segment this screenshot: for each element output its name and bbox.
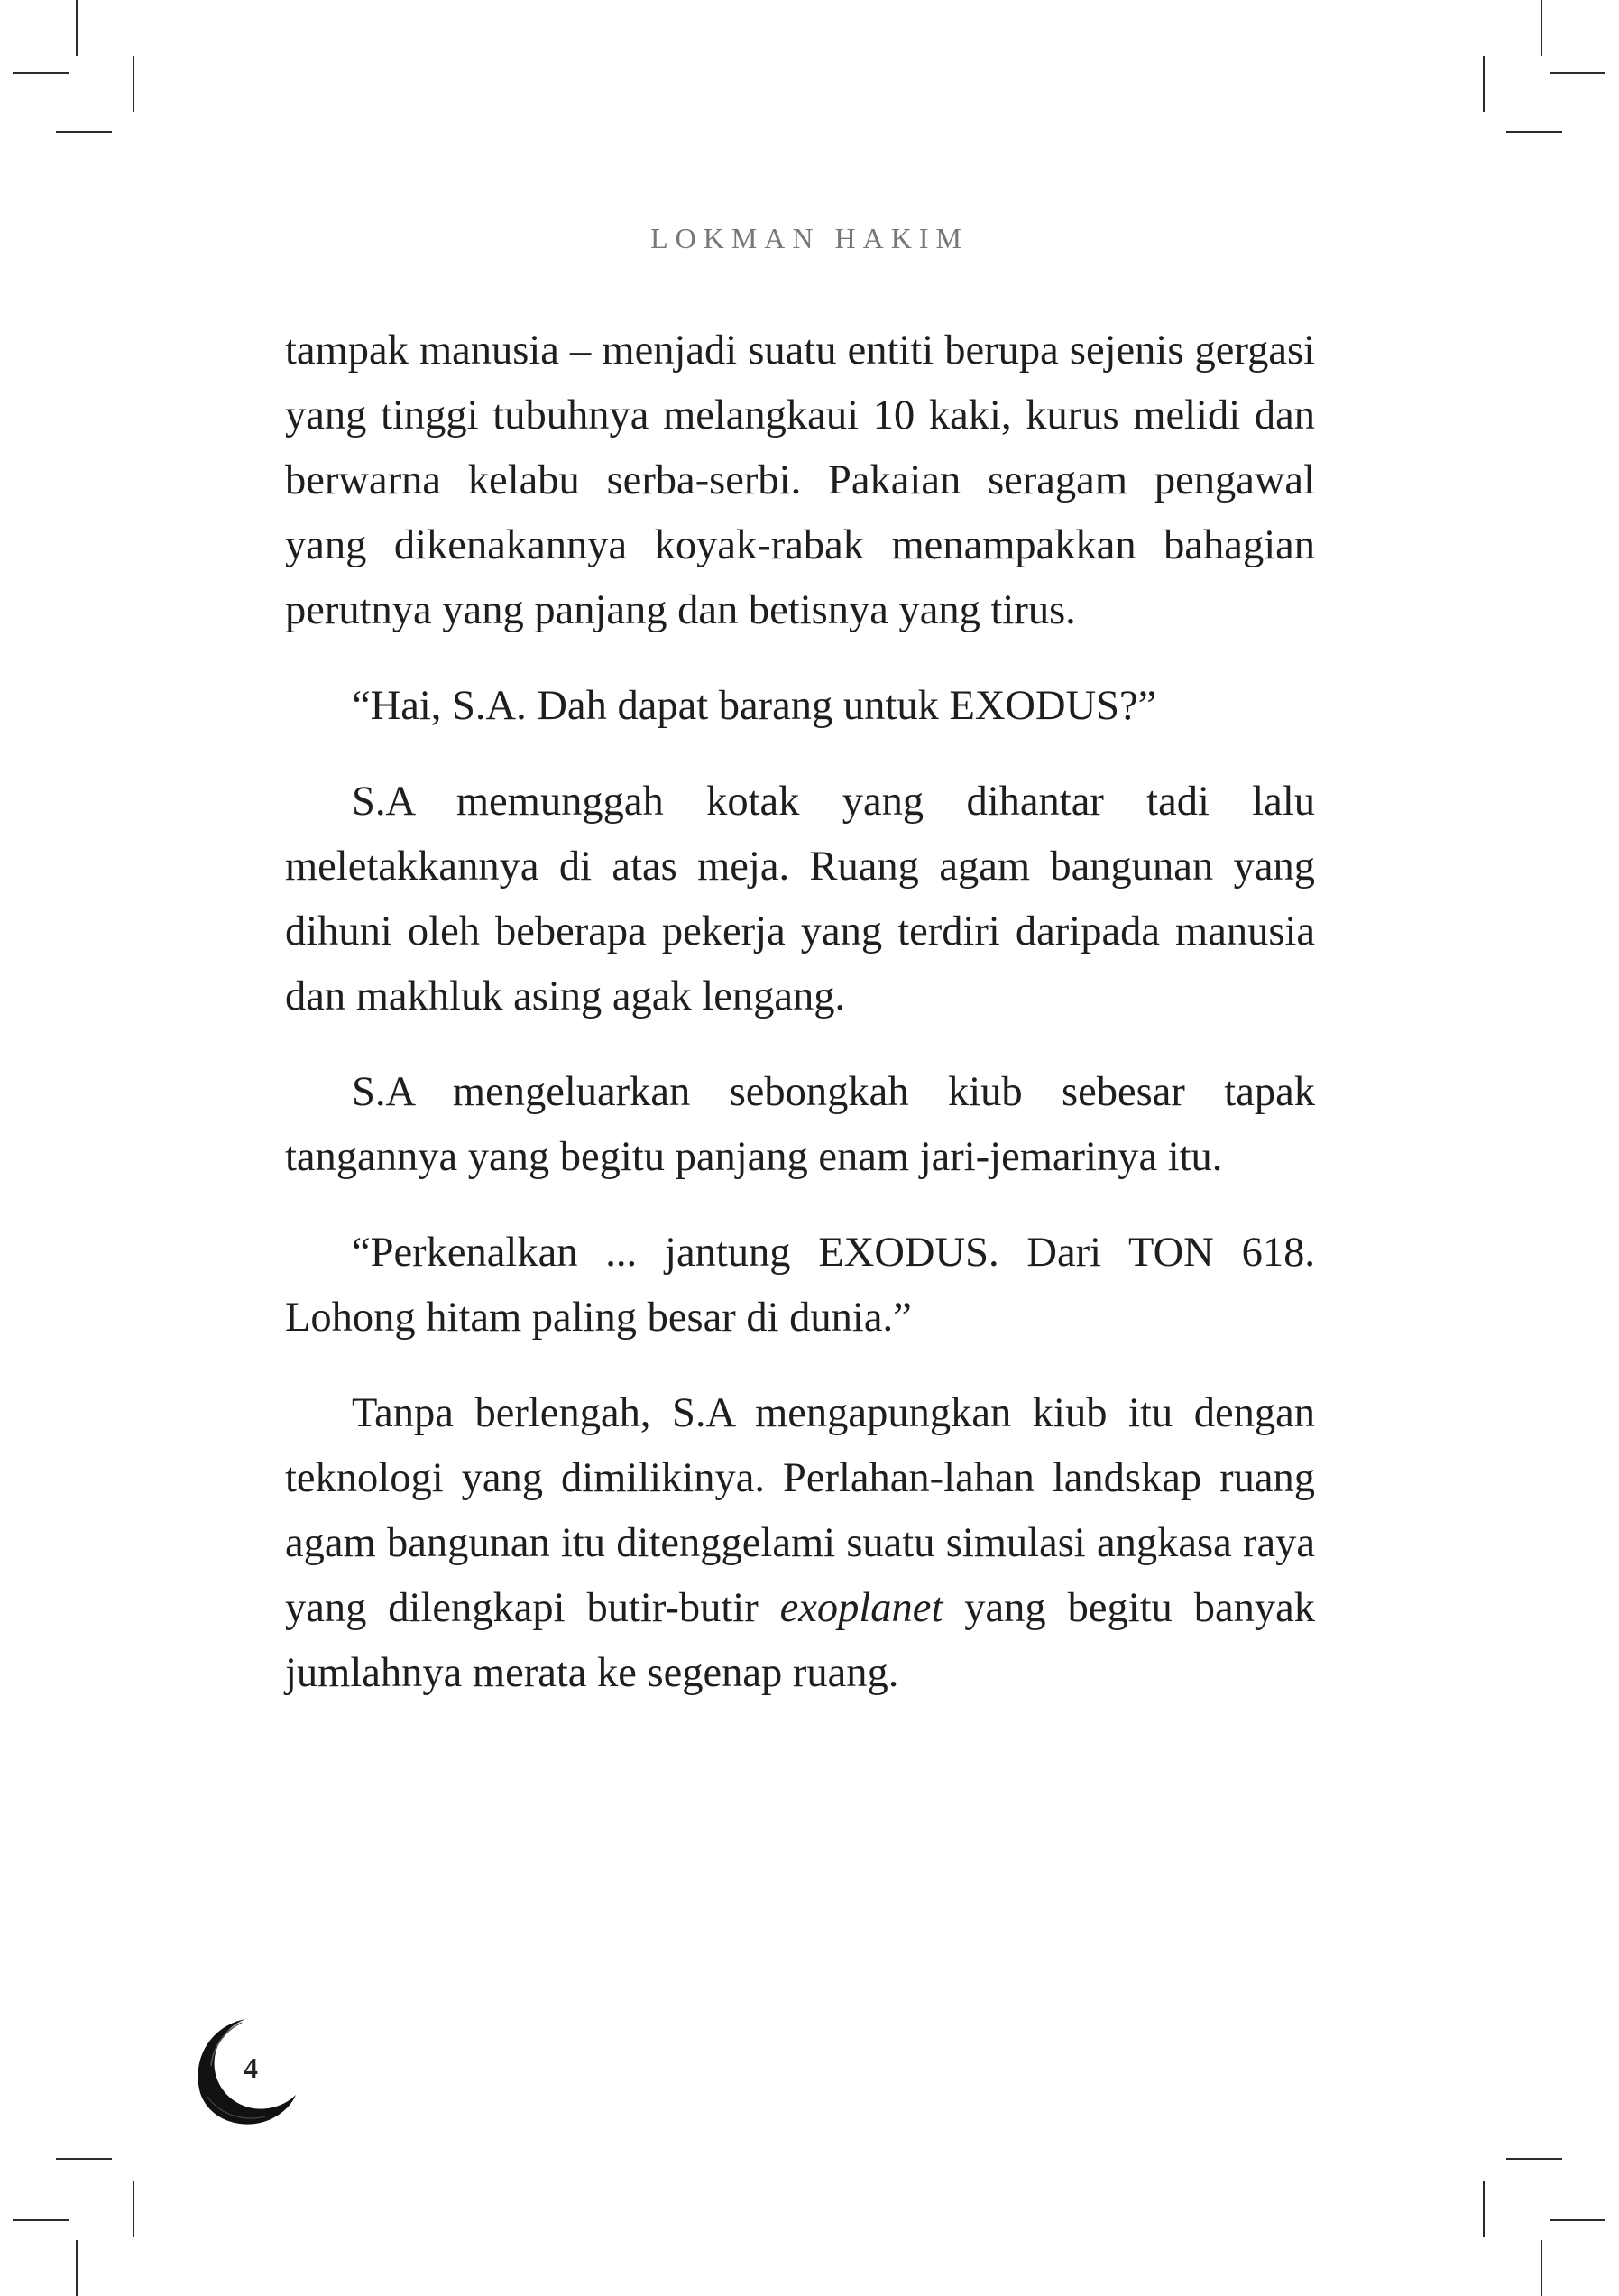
body-text (285, 318, 1315, 1737)
crop-mark (1506, 131, 1562, 133)
crop-mark (76, 2240, 78, 2296)
crop-mark (13, 72, 69, 74)
paragraph-last (285, 1381, 1315, 1706)
paragraph-text: yang begitu banyak jumlahnya merata ke segenap ruang. (285, 1585, 1315, 1696)
crop-mark (1483, 2181, 1485, 2237)
crop-mark (56, 131, 112, 133)
running-head: LOKMAN HAKIM (650, 222, 969, 254)
paragraph: “Hai, S.A. Dah dapat barang untuk EXODUS?” (352, 683, 1157, 729)
crop-mark (133, 56, 134, 112)
crop-mark (13, 2219, 69, 2221)
crop-mark (76, 0, 78, 56)
crop-mark (1506, 2158, 1562, 2160)
paragraph: “Perkenalkan ... jantung EXODUS. Dari TON 618. Lohong hitam paling besar di dunia.” (285, 1230, 1315, 1341)
crop-mark (1541, 2240, 1542, 2296)
crop-mark (133, 2181, 134, 2237)
paragraph-text: Tanpa berlengah, S.A mengapungkan kiub itu dengan teknologi yang dimilikinya. Perlahan-lahan landskap ruang agam bangunan itu ditenggelami suatu simulasi angkasa raya yang dilengkapi butir-butir (285, 1390, 1315, 1631)
paragraph: tampak manusia – menjadi suatu entiti berupa sejenis gergasi yang tinggi tubuhnya melangkaui 10 kaki, kurus melidi dan berwarna kelabu serba-serbi. Pakaian seragam pengawal yang dikenakannya koyak-rabak menampakkan bahagian perutnya yang panjang dan betisnya yang tirus. (285, 327, 1315, 633)
crop-mark (1550, 72, 1605, 74)
crop-mark (1550, 2219, 1605, 2221)
italic-term: exoplanet (779, 1585, 943, 1631)
crop-mark (1483, 56, 1485, 112)
page-number: 4 (244, 2052, 258, 2084)
crop-mark (1541, 0, 1542, 56)
paragraph: S.A memunggah kotak yang dihantar tadi lalu meletakkannya di atas meja. Ruang agam bangunan yang dihuni oleh beberapa pekerja yang terdiri daripada manusia dan makhluk asing agak lengang. (285, 779, 1315, 1019)
paragraph: S.A mengeluarkan sebongkah kiub sebesar tapak tangannya yang begitu panjang enam jari-jemarinya itu. (285, 1069, 1315, 1180)
crop-mark (56, 2158, 112, 2160)
